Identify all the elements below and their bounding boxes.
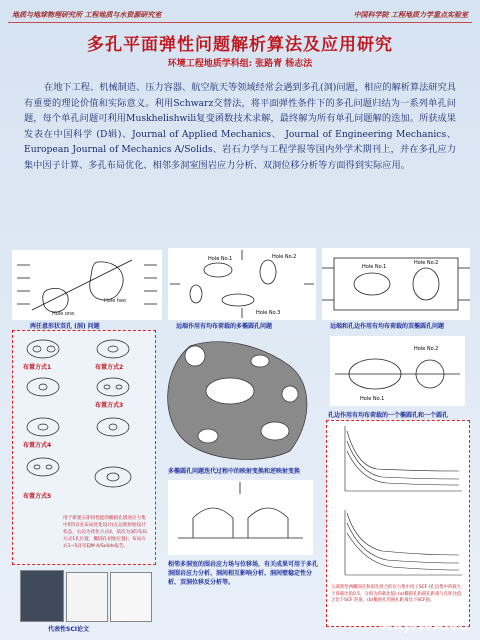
sci-paper-thumb-2 bbox=[66, 572, 108, 622]
hole-one-label: Hole one bbox=[52, 311, 75, 317]
mapping-diagram bbox=[160, 336, 320, 466]
header-right: 中国科学院 工程地质力学重点实验室 bbox=[353, 10, 468, 19]
ellipse-circle-figure bbox=[330, 336, 465, 406]
caption-multi-holes: 远端作用有均布荷载的多椭圆孔问题 bbox=[176, 323, 273, 330]
caption-two-holes: 两任意形状双孔 (洞) 问题 bbox=[30, 323, 100, 330]
header-divider bbox=[8, 22, 472, 23]
hole-no3-label: Hole No.3 bbox=[256, 310, 281, 316]
layout-label-3: 布置方式3 bbox=[95, 402, 124, 409]
hole-no2-label: Hole No.2 bbox=[272, 254, 297, 260]
layout-label-5: 布置方式5 bbox=[23, 493, 52, 500]
scf-chart-a bbox=[327, 421, 467, 501]
hole-no1-label: Hole No.1 bbox=[360, 396, 385, 402]
two-holes-figure bbox=[12, 250, 162, 320]
sci-paper-thumb-1 bbox=[20, 570, 64, 622]
layout-label-4: 布置方式4 bbox=[23, 442, 52, 449]
watermark-logo: KKJIWANG bbox=[381, 618, 470, 634]
caption-ellipse-circle: 孔边作用有均布荷载的一个椭圆孔和一个圆孔 bbox=[328, 412, 449, 419]
hole-no2-label: Hole No.2 bbox=[414, 346, 439, 352]
hole-two-label: Hole two bbox=[104, 298, 126, 304]
layout-note: 用于新建五即将性能的椭圆孔塔述应力集中的5百孔布局优化设计(左边即原始设计状态，右边为优化方式4，依次为3的布局方式1孔位置，椭圆孔初始位置)；布局方式1~5详见EJM A/Solids报告。 bbox=[63, 516, 147, 549]
scf-chart-b bbox=[327, 505, 467, 585]
poster-title: 多孔平面弹性问题解析算法及应用研究 bbox=[87, 35, 393, 55]
scf-charts-panel bbox=[326, 420, 470, 627]
poster-authors: 环境工程地质学科组: 张路青 杨志法 bbox=[167, 59, 313, 69]
hole-no1-label: Hole No.1 bbox=[362, 264, 387, 270]
layout-label-2: 布置方式2 bbox=[95, 364, 124, 371]
hole-no1-label: Hole No.1 bbox=[208, 256, 233, 262]
multi-hole-figure bbox=[168, 248, 316, 320]
header-left: 地质与地球物理研究所 工程地质与水资源研究室 bbox=[12, 10, 162, 19]
sci-paper-thumb-3 bbox=[110, 572, 152, 622]
hole-no2-label: Hole No.2 bbox=[414, 260, 439, 266]
caption-double-holes: 远端和孔边作用有均布荷载的双椭圆孔问题 bbox=[330, 323, 445, 330]
caption-mapping: 多椭圆孔问题迭代过程中的映射变换和逆映射变换 bbox=[168, 468, 301, 475]
caption-caverns: 相邻多洞室的围岩应力场与位移场，有关成果可用于多孔洞围岩应力分析、洞间相互影响分析、洞间壁稳定性分析、双洞位移反分析等。 bbox=[168, 561, 319, 586]
scf-chart-note: 五部典型两椭圆孔和圆孔组合的应力集中因子SCF (孔边集中荷载大于荷载比值0.5，分别为荷载比值) (a)椭圆孔和圆孔距离与孔距比值之比下SCF 的值，(b)椭圆孔到圆孔距离比下SCF值。 bbox=[331, 585, 462, 603]
double-hole-figure bbox=[322, 248, 470, 320]
layout-schemes bbox=[13, 331, 155, 511]
layout-label-1: 布置方式1 bbox=[23, 364, 52, 371]
caption-sci-papers: 代表性SCI论文 bbox=[48, 626, 89, 633]
intro-paragraph: 在地下工程、机械制造、压力容器、航空航天等领域经常会遇到多孔(洞)问题，相应的解析算法研究具有重要的理论价值和实际意义。利用Schwarz交替法，将平面弹性条件下的多孔问题归结为一系列单孔问题，每个单孔问题可利用Muskhelishwili复变函数技术求解，最终解为所有单孔问题解的迭加。所获成果发表在中国科学 (D辑)、Journal of Applied Mechanics、 Journal of Engineering Mechanics、European Journal of Mechanics A/Solids、岩石力学与工程学报等国内外学术期刊上，并在多孔应力集中因子计算、多孔布局优化、相邻多洞室围岩应力分析、双洞位移分析等方面得到实际应用。 bbox=[24, 82, 456, 171]
layout-optimization-panel bbox=[12, 330, 156, 565]
twin-caverns-figure bbox=[168, 480, 313, 555]
